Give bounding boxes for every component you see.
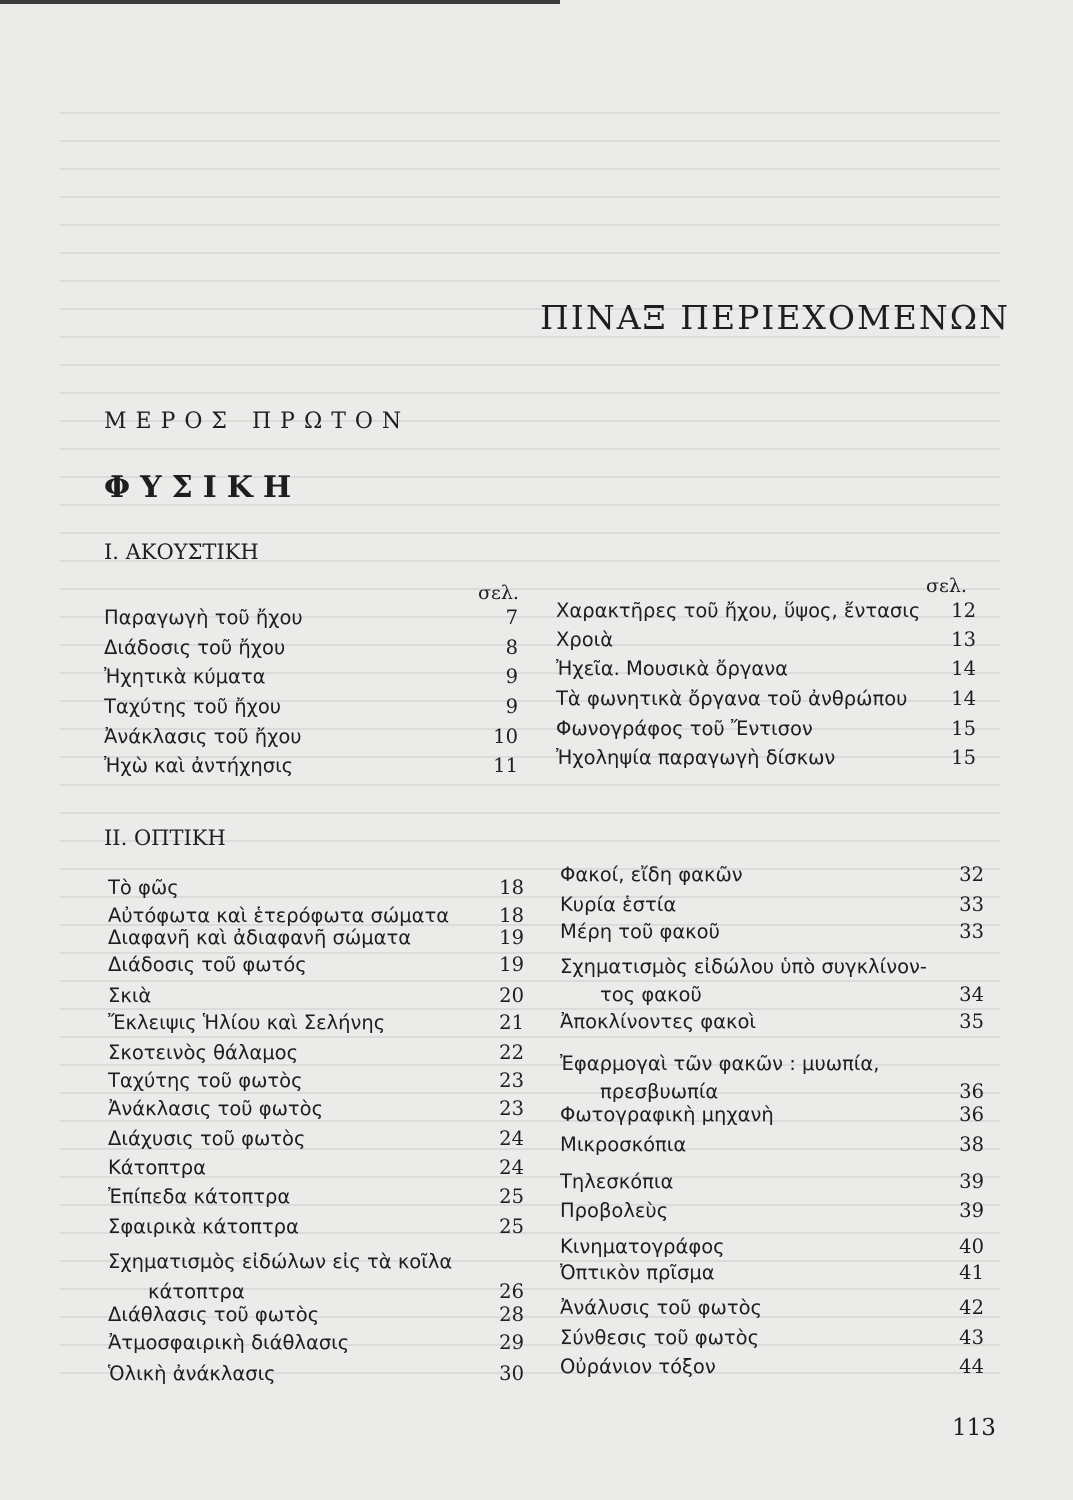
toc-entry-title: Ἐφαρμογαὶ τῶν φακῶν : μυωπία, [560, 1052, 880, 1075]
toc-entry-page: 36 [959, 1080, 984, 1103]
toc-entry-continuation: κάτοπτρα [148, 1280, 245, 1303]
toc-entry-page: 24 [499, 1127, 524, 1150]
toc-entry-title: Ὁλικὴ ἀνάκλασις [108, 1362, 276, 1385]
toc-entry-title: Ἀτμοσφαιρικὴ διάθλασις [108, 1331, 350, 1354]
toc-entry-title: Ἀνάλυσις τοῦ φωτὸς [560, 1296, 762, 1319]
toc-entry-continuation: πρεσβυωπία [600, 1080, 719, 1103]
toc-entry-page: 24 [499, 1156, 524, 1179]
toc-entry-page: 26 [499, 1280, 524, 1303]
toc-entry-page: 36 [959, 1103, 984, 1126]
toc-entry-title: Φωνογράφος τοῦ Ἔντισον [556, 717, 813, 740]
page-number: 113 [952, 1415, 996, 1441]
toc-entry-page: 9 [505, 665, 518, 688]
page-title: ΠΙΝΑΞ ΠΕΡΙΕΧΟΜΕΝΩΝ [540, 298, 1010, 337]
toc-entry-page: 13 [951, 628, 976, 651]
toc-entry-title: Σχηματισμὸς εἰδώλου ὑπὸ συγκλίνον- [560, 955, 927, 978]
toc-entry-page: 21 [499, 1011, 524, 1034]
toc-entry-page: 9 [505, 695, 518, 718]
toc-entry-page: 25 [499, 1215, 524, 1238]
toc-entry-title: Χαρακτῆρες τοῦ ἤχου, ὕψος, ἔντασις [556, 599, 921, 622]
toc-entry-title: Ἀποκλίνοντες φακοὶ [560, 1010, 757, 1033]
toc-entry-page: 33 [959, 920, 984, 943]
toc-entry-title: Φωτογραφικὴ μηχανὴ [560, 1103, 774, 1126]
toc-entry-title: Διαφανῆ καὶ ἀδιαφανῆ σώματα [108, 926, 412, 949]
toc-entry-page: 35 [959, 1010, 984, 1033]
toc-entry-title: Ἠχεῖα. Μουσικὰ ὄργανα [556, 657, 788, 680]
toc-entry-page: 30 [499, 1362, 524, 1385]
toc-entry-page: 44 [959, 1355, 984, 1378]
toc-entry-page: 19 [499, 926, 524, 949]
toc-entry-page: 39 [959, 1199, 984, 1222]
toc-entry-page: 43 [959, 1326, 984, 1349]
page-top-edge [0, 0, 560, 4]
section-heading-acoustics: Ι. ΑΚΟΥΣΤΙΚΗ [104, 540, 259, 564]
toc-entry-title: Ἠχὼ καὶ ἀντήχησις [104, 754, 294, 777]
section-heading-optics: ΙΙ. ΟΠΤΙΚΗ [104, 826, 226, 850]
toc-entry-title: Ἔκλειψις Ἡλίου καὶ Σελήνης [108, 1011, 386, 1034]
toc-entry-page: 19 [499, 953, 524, 976]
toc-entry-page: 39 [959, 1170, 984, 1193]
toc-entry-page: 25 [499, 1185, 524, 1208]
toc-entry-page: 12 [951, 599, 976, 622]
toc-entry-page: 18 [499, 876, 524, 899]
toc-entry-title: Σκοτεινὸς θάλαμος [108, 1041, 299, 1064]
toc-entry-page: 32 [959, 863, 984, 886]
toc-entry-page: 7 [505, 606, 518, 629]
toc-entry-page: 15 [951, 746, 976, 769]
toc-entry-page: 11 [493, 754, 518, 777]
toc-entry-title: Χροιὰ [556, 628, 614, 651]
toc-entry-page: 10 [493, 725, 518, 748]
toc-entry-page: 40 [959, 1235, 984, 1258]
toc-entry-title: Μέρη τοῦ φακοῦ [560, 920, 720, 943]
toc-entry-page: 38 [959, 1133, 984, 1156]
toc-entry-page: 33 [959, 893, 984, 916]
toc-entry-title: Κάτοπτρα [108, 1156, 207, 1179]
toc-entry-page: 18 [499, 904, 524, 927]
toc-entry-page: 28 [499, 1303, 524, 1326]
toc-entry-title: Σκιὰ [108, 984, 152, 1007]
toc-entry-page: 41 [959, 1261, 984, 1284]
toc-entry-title: Διάχυσις τοῦ φωτὸς [108, 1127, 306, 1150]
part-heading: ΜΕΡΟΣ ΠΡΩΤΟΝ [104, 409, 411, 434]
toc-entry-title: Οὐράνιον τόξον [560, 1355, 716, 1378]
toc-entry-page: 23 [499, 1097, 524, 1120]
toc-entry-title: Ἀνάκλασις τοῦ ἤχου [104, 725, 302, 748]
toc-entry-title: Σχηματισμὸς εἰδώλων εἰς τὰ κοῖλα [108, 1250, 453, 1273]
toc-entry-page: 14 [951, 687, 976, 710]
toc-entry-page: 29 [499, 1331, 524, 1354]
toc-entry-title: Ὀπτικὸν πρῖσμα [560, 1261, 715, 1284]
toc-entry-title: Παραγωγὴ τοῦ ἤχου [104, 606, 303, 629]
toc-entry-page: 23 [499, 1069, 524, 1092]
toc-entry-title: Ἠχοληψία παραγωγὴ δίσκων [556, 746, 836, 769]
toc-entry-title: Διάδοσις τοῦ ἤχου [104, 636, 286, 659]
page-label-right: σελ. [926, 575, 967, 597]
toc-entry-page: 42 [959, 1296, 984, 1319]
toc-entry-title: Ταχύτης τοῦ ἤχου [104, 695, 282, 718]
toc-entry-title: Προβολεὺς [560, 1199, 669, 1222]
toc-entry-title: Ἐπίπεδα κάτοπτρα [108, 1185, 291, 1208]
toc-entry-page: 8 [505, 636, 518, 659]
toc-entry-title: Ταχύτης τοῦ φωτὸς [108, 1069, 303, 1092]
toc-entry-page: 20 [499, 984, 524, 1007]
toc-entry-title: Μικροσκόπια [560, 1133, 687, 1156]
page-label-left: σελ. [478, 582, 519, 604]
toc-entry-title: Σύνθεσις τοῦ φωτὸς [560, 1326, 760, 1349]
toc-entry-page: 15 [951, 717, 976, 740]
subject-heading: ΦΥΣΙΚΗ [104, 470, 302, 505]
toc-entry-title: Αὐτόφωτα καὶ ἑτερόφωτα σώματα [108, 904, 450, 927]
toc-entry-page: 22 [499, 1041, 524, 1064]
toc-entry-title: Φακοί, εἴδη φακῶν [560, 863, 743, 886]
toc-entry-title: Κυρία ἑστία [560, 893, 677, 916]
toc-entry-title: Κινηματογράφος [560, 1235, 725, 1258]
toc-entry-title: Τὸ φῶς [108, 876, 179, 899]
toc-entry-title: Τηλεσκόπια [560, 1170, 674, 1193]
toc-entry-continuation: τος φακοῦ [600, 983, 702, 1006]
toc-entry-title: Ἀνάκλασις τοῦ φωτὸς [108, 1097, 324, 1120]
toc-entry-title: Σφαιρικὰ κάτοπτρα [108, 1215, 299, 1238]
toc-entry-title: Διάθλασις τοῦ φωτὸς [108, 1303, 320, 1326]
toc-entry-title: Διάδοσις τοῦ φωτός [108, 953, 307, 976]
toc-entry-page: 14 [951, 657, 976, 680]
toc-entry-page: 34 [959, 983, 984, 1006]
toc-entry-title: Τὰ φωνητικὰ ὄργανα τοῦ ἀνθρώπου [556, 687, 908, 710]
toc-entry-title: Ἠχητικὰ κύματα [104, 665, 266, 688]
